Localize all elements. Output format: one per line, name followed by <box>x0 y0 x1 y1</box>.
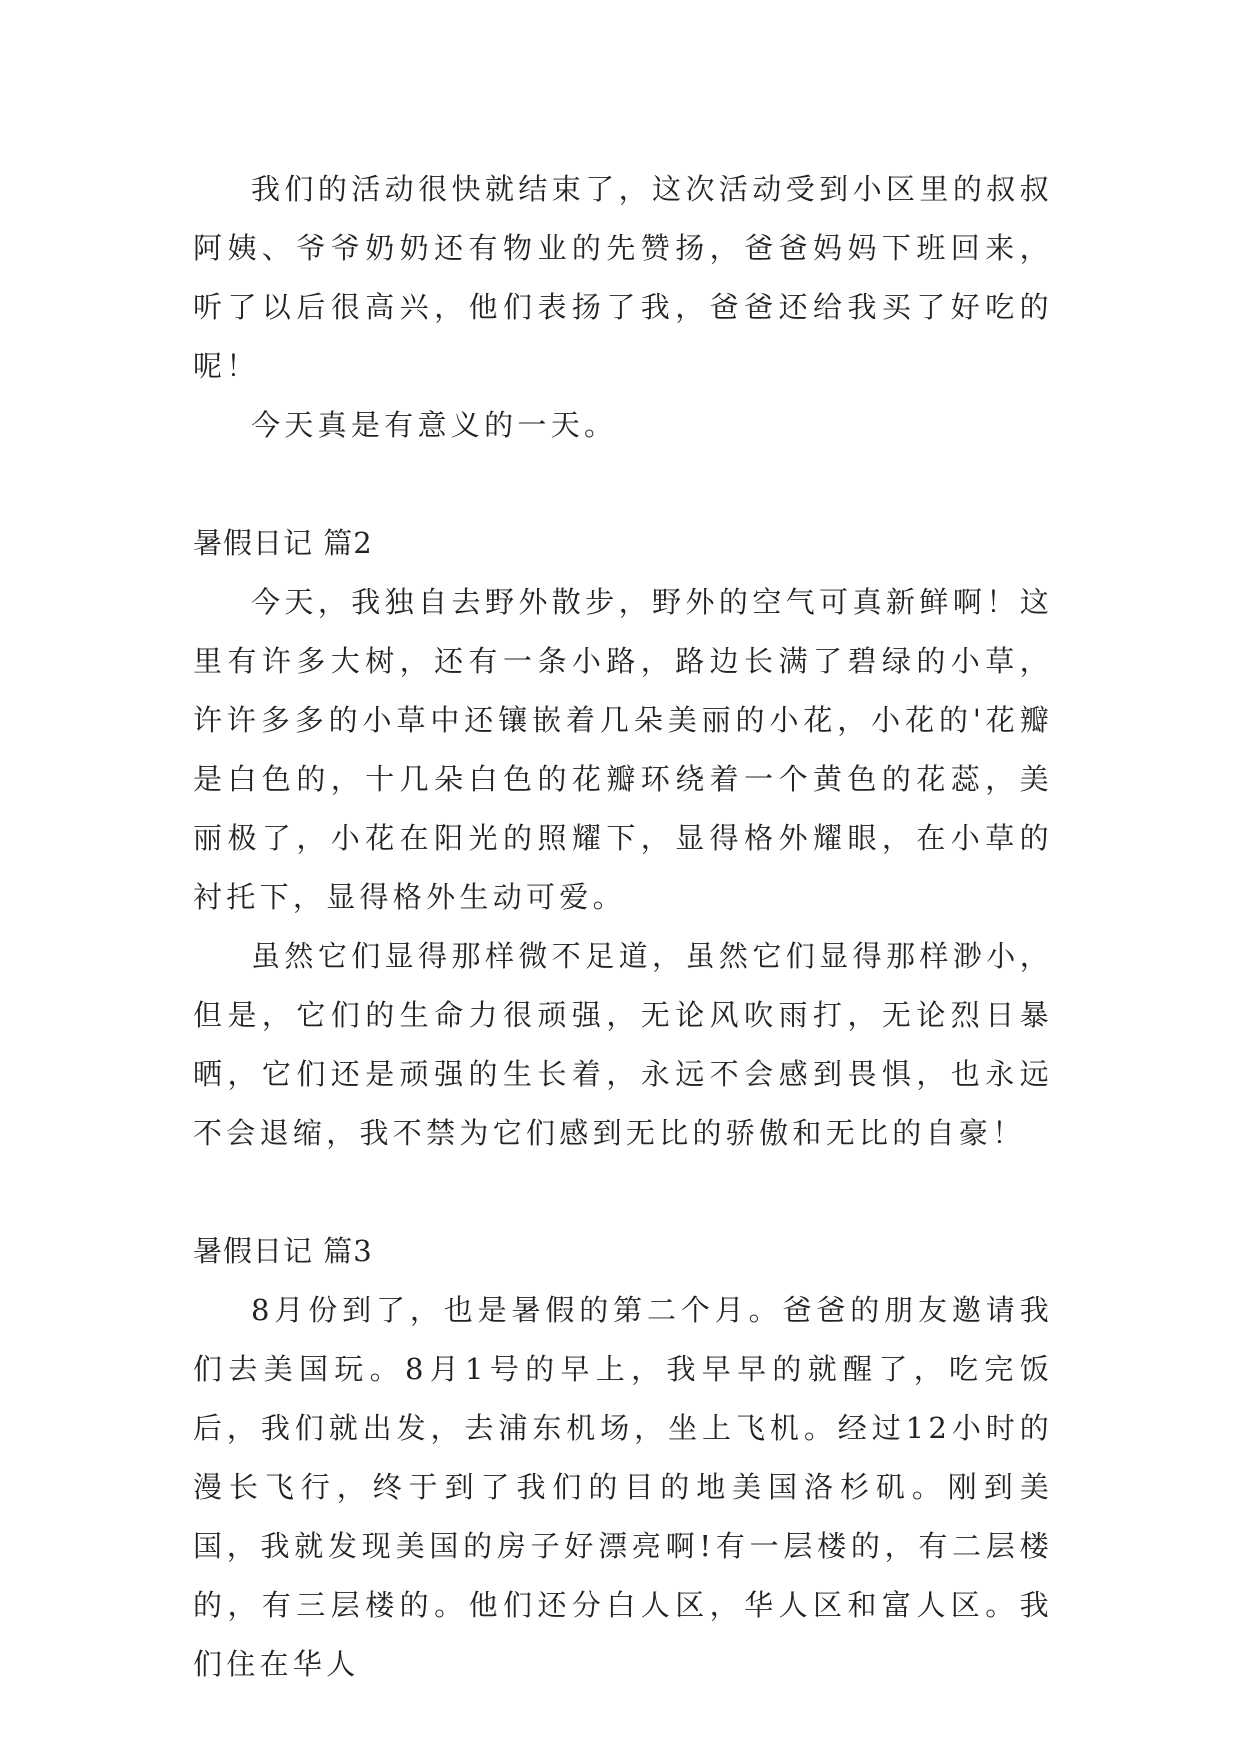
section-title-diary-2: 暑假日记 篇2 <box>193 526 373 560</box>
section-spacer <box>193 455 1053 514</box>
paragraph-meaningful-day: 今天真是有意义的一天。 <box>251 408 618 442</box>
paragraph-grass-resilience: 虽然它们显得那样微不足道，虽然它们显得那样渺小，但是，它们的生命力很顽强，无论风吹雨打，无论烈日暴晒，它们还是顽强的生长着，永远不会感到畏惧，也永远不会退缩，我不禁为它们感到无比的骄傲和无比的自豪！ <box>193 939 1053 1150</box>
section-title-diary-3: 暑假日记 篇3 <box>193 1234 373 1268</box>
section-spacer <box>193 1163 1053 1222</box>
paragraph-field-walk: 今天，我独自去野外散步，野外的空气可真新鲜啊！这里有许多大树，还有一条小路，路边长满了碧绿的小草，许许多多的小草中还镶嵌着几朵美丽的小花，小花的'花瓣是白色的，十几朵白色的花瓣环绕着一个黄色的花蕊，美丽极了，小花在阳光的照耀下，显得格外耀眼，在小草的衬托下，显得格外生动可爱。 <box>193 585 1053 914</box>
paragraph-us-trip: 8月份到了，也是暑假的第二个月。爸爸的朋友邀请我们去美国玩。8月1号的早上，我早早的就醒了，吃完饭后，我们就出发，去浦东机场，坐上飞机。经过12小时的漫长飞行，终于到了我们的目的地美国洛杉矶。刚到美国，我就发现美国的房子好漂亮啊!有一层楼的，有二层楼的，有三层楼的。他们还分白人区，华人区和富人区。我们住在华人 <box>193 1293 1053 1681</box>
paragraph-activity-ended: 我们的活动很快就结束了，这次活动受到小区里的叔叔阿姨、爷爷奶奶还有物业的先赞扬，爸爸妈妈下班回来，听了以后很高兴，他们表扬了我，爸爸还给我买了好吃的呢！ <box>193 172 1053 383</box>
document-body <box>193 160 1053 1694</box>
